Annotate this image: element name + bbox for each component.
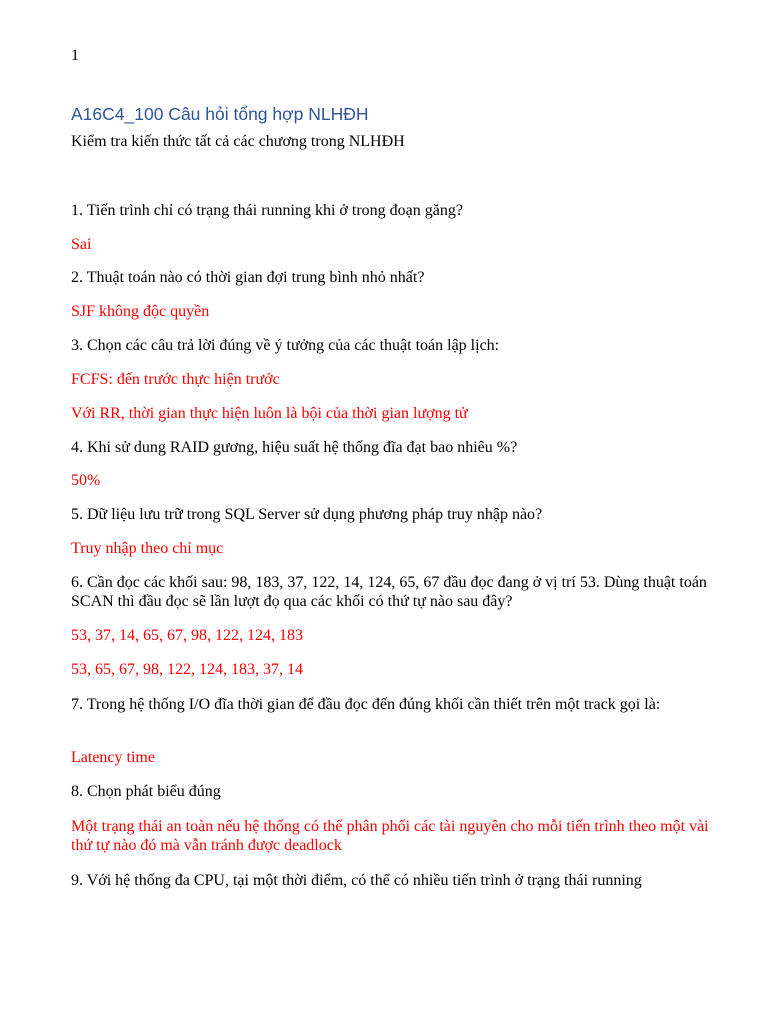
answer-5: Truy nhập theo chỉ mục — [71, 540, 224, 557]
answer-3a: FCFS: đến trước thực hiện trước — [71, 371, 280, 388]
answer-6a: 53, 37, 14, 65, 67, 98, 122, 124, 183 — [71, 627, 303, 644]
answer-2: SJF không độc quyền — [71, 303, 210, 320]
question-1: 1. Tiến trình chỉ có trạng thái running khi ở trong đoạn găng? — [71, 202, 463, 219]
answer-3b: Với RR, thời gian thực hiện luôn là bội của thời gian lượng tử — [71, 405, 468, 422]
page-number: 1 — [71, 47, 79, 64]
document-subtitle: Kiểm tra kiến thức tất cả các chương trong NLHĐH — [71, 133, 405, 150]
answer-8: Một trạng thái an toàn nếu hệ thống có thể phân phối các tài nguyên cho mỗi tiến trình theo một vài thứ tự nào đó mà vẫn tránh được deadlock — [71, 818, 709, 854]
question-3: 3. Chọn các câu trả lời đúng về ý tưởng của các thuật toán lập lịch: — [71, 337, 500, 354]
answer-1: Sai — [71, 236, 92, 253]
question-7: 7. Trong hệ thống I/O đĩa thời gian để đầu đọc đến đúng khối cần thiết trên một track gọi là: — [71, 696, 661, 713]
question-4: 4. Khi sử dung RAID gương, hiệu suất hệ thống đĩa đạt bao nhiêu %? — [71, 439, 518, 456]
answer-7: Latency time — [71, 749, 155, 766]
question-5: 5. Dữ liệu lưu trữ trong SQL Server sử dụng phương pháp truy nhập nào? — [71, 506, 543, 523]
answer-4: 50% — [71, 472, 101, 489]
question-2: 2. Thuật toán nào có thời gian đợi trung bình nhỏ nhất? — [71, 269, 425, 286]
answer-6b: 53, 65, 67, 98, 122, 124, 183, 37, 14 — [71, 661, 303, 678]
question-6: 6. Cần đọc các khối sau: 98, 183, 37, 122, 14, 124, 65, 67 đầu đọc đang ở vị trí 53. Dùng thuật toán SCAN thì đầu đọc sẽ lần lượt đọ qua các khối có thứ tự nào sau đây? — [71, 574, 707, 610]
document-title: A16C4_100 Câu hỏi tổng hợp NLHĐH — [71, 104, 369, 124]
question-8: 8. Chọn phát biểu đúng — [71, 783, 221, 800]
question-9: 9. Với hệ thống đa CPU, tại một thời điểm, có thể có nhiều tiến trình ở trạng thái running — [71, 872, 642, 889]
